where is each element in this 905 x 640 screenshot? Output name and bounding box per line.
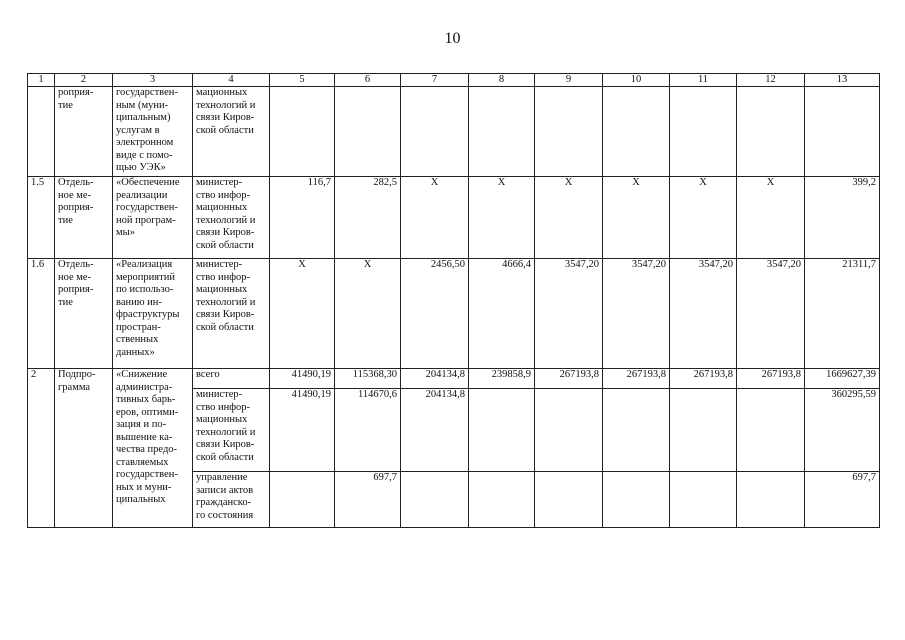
cell-value: 115368,30 [335,369,401,389]
table-row [28,259,880,369]
cell-value [469,87,535,177]
header-cell: 2 [55,74,113,87]
cell-value: 114670,6 [335,389,401,472]
cell-status: роприя- тие [55,87,113,177]
cell-executor: министер- ство инфор- мационных технологий и связи Киров- ской области [193,389,270,472]
cell-value [603,389,670,472]
cell-value [603,472,670,528]
cell-value [469,389,535,472]
cell-index: 1.6 [28,259,55,369]
cell-value [535,87,603,177]
header-row [28,74,880,87]
cell-index: 2 [28,369,55,528]
cell-executor: управление записи актов гражданско- го состояния [193,472,270,528]
cell-name: государствен- ным (муни- ципальным) услугам в электронном виде с помо- щью УЭК» [113,87,193,177]
cell-value: 1669627,39 [805,369,880,389]
cell-value: 4666,4 [469,259,535,369]
cell-name: «Обеспечение реализации государствен- ной програм- мы» [113,177,193,259]
cell-value: 267193,8 [670,369,737,389]
cell-status: Подпро- грамма [55,369,113,528]
cell-value: 204134,8 [401,389,469,472]
cell-index [28,87,55,177]
header-cell: 3 [113,74,193,87]
cell-value: 697,7 [335,472,401,528]
cell-value: X [737,177,805,259]
cell-value: 41490,19 [270,389,335,472]
cell-value [535,472,603,528]
cell-value: 399,2 [805,177,880,259]
cell-value: 2456,50 [401,259,469,369]
cell-value [670,389,737,472]
header-cell: 4 [193,74,270,87]
cell-name: «Реализация мероприятий по использо- ванию ин- фраструктуры простран- ственных данных» [113,259,193,369]
cell-value: X [401,177,469,259]
cell-value: 41490,19 [270,369,335,389]
table-row [28,177,880,259]
cell-executor: всего [193,369,270,389]
header-cell: 11 [670,74,737,87]
header-cell: 8 [469,74,535,87]
cell-value: 21311,7 [805,259,880,369]
cell-value: 3547,20 [670,259,737,369]
cell-value: 239858,9 [469,369,535,389]
cell-name: «Снижение администра- тивных барь- еров, оптими- зация и по- вышение ка- чества предо- ставляемых государствен- ных и муни- ципальных [113,369,193,528]
cell-value [270,472,335,528]
cell-value [670,472,737,528]
cell-executor: мационных технологий и связи Киров- ской области [193,87,270,177]
cell-value: X [335,259,401,369]
cell-value: X [469,177,535,259]
cell-value [737,472,805,528]
page-number: 10 [444,30,461,47]
cell-value [670,87,737,177]
cell-value: 3547,20 [603,259,670,369]
cell-value [535,389,603,472]
cell-value [335,87,401,177]
cell-value [270,87,335,177]
cell-executor: министер- ство инфор- мационных технологий и связи Киров- ской области [193,259,270,369]
table-row [28,87,880,177]
cell-value [805,87,880,177]
cell-value: 360295,59 [805,389,880,472]
header-cell: 10 [603,74,670,87]
cell-status: Отдель- ное ме- роприя- тие [55,259,113,369]
header-cell: 6 [335,74,401,87]
cell-value [603,87,670,177]
cell-value: 116,7 [270,177,335,259]
cell-value: 204134,8 [401,369,469,389]
header-cell: 7 [401,74,469,87]
cell-value: X [270,259,335,369]
cell-value: X [670,177,737,259]
cell-value [737,389,805,472]
cell-value: 267193,8 [737,369,805,389]
table-row [28,369,880,389]
cell-value [401,87,469,177]
header-cell: 1 [28,74,55,87]
cell-status: Отдель- ное ме- роприя- тие [55,177,113,259]
cell-value [401,472,469,528]
cell-value: 3547,20 [737,259,805,369]
cell-value: X [603,177,670,259]
cell-index: 1.5 [28,177,55,259]
header-cell: 13 [805,74,880,87]
header-cell: 9 [535,74,603,87]
cell-value: X [535,177,603,259]
cell-executor: министер- ство инфор- мационных технологий и связи Киров- ской области [193,177,270,259]
header-cell: 12 [737,74,805,87]
program-table [27,73,880,528]
cell-value: 267193,8 [603,369,670,389]
header-cell: 5 [270,74,335,87]
cell-value: 267193,8 [535,369,603,389]
cell-value: 282,5 [335,177,401,259]
cell-value: 697,7 [805,472,880,528]
cell-value [469,472,535,528]
cell-value: 3547,20 [535,259,603,369]
cell-value [737,87,805,177]
